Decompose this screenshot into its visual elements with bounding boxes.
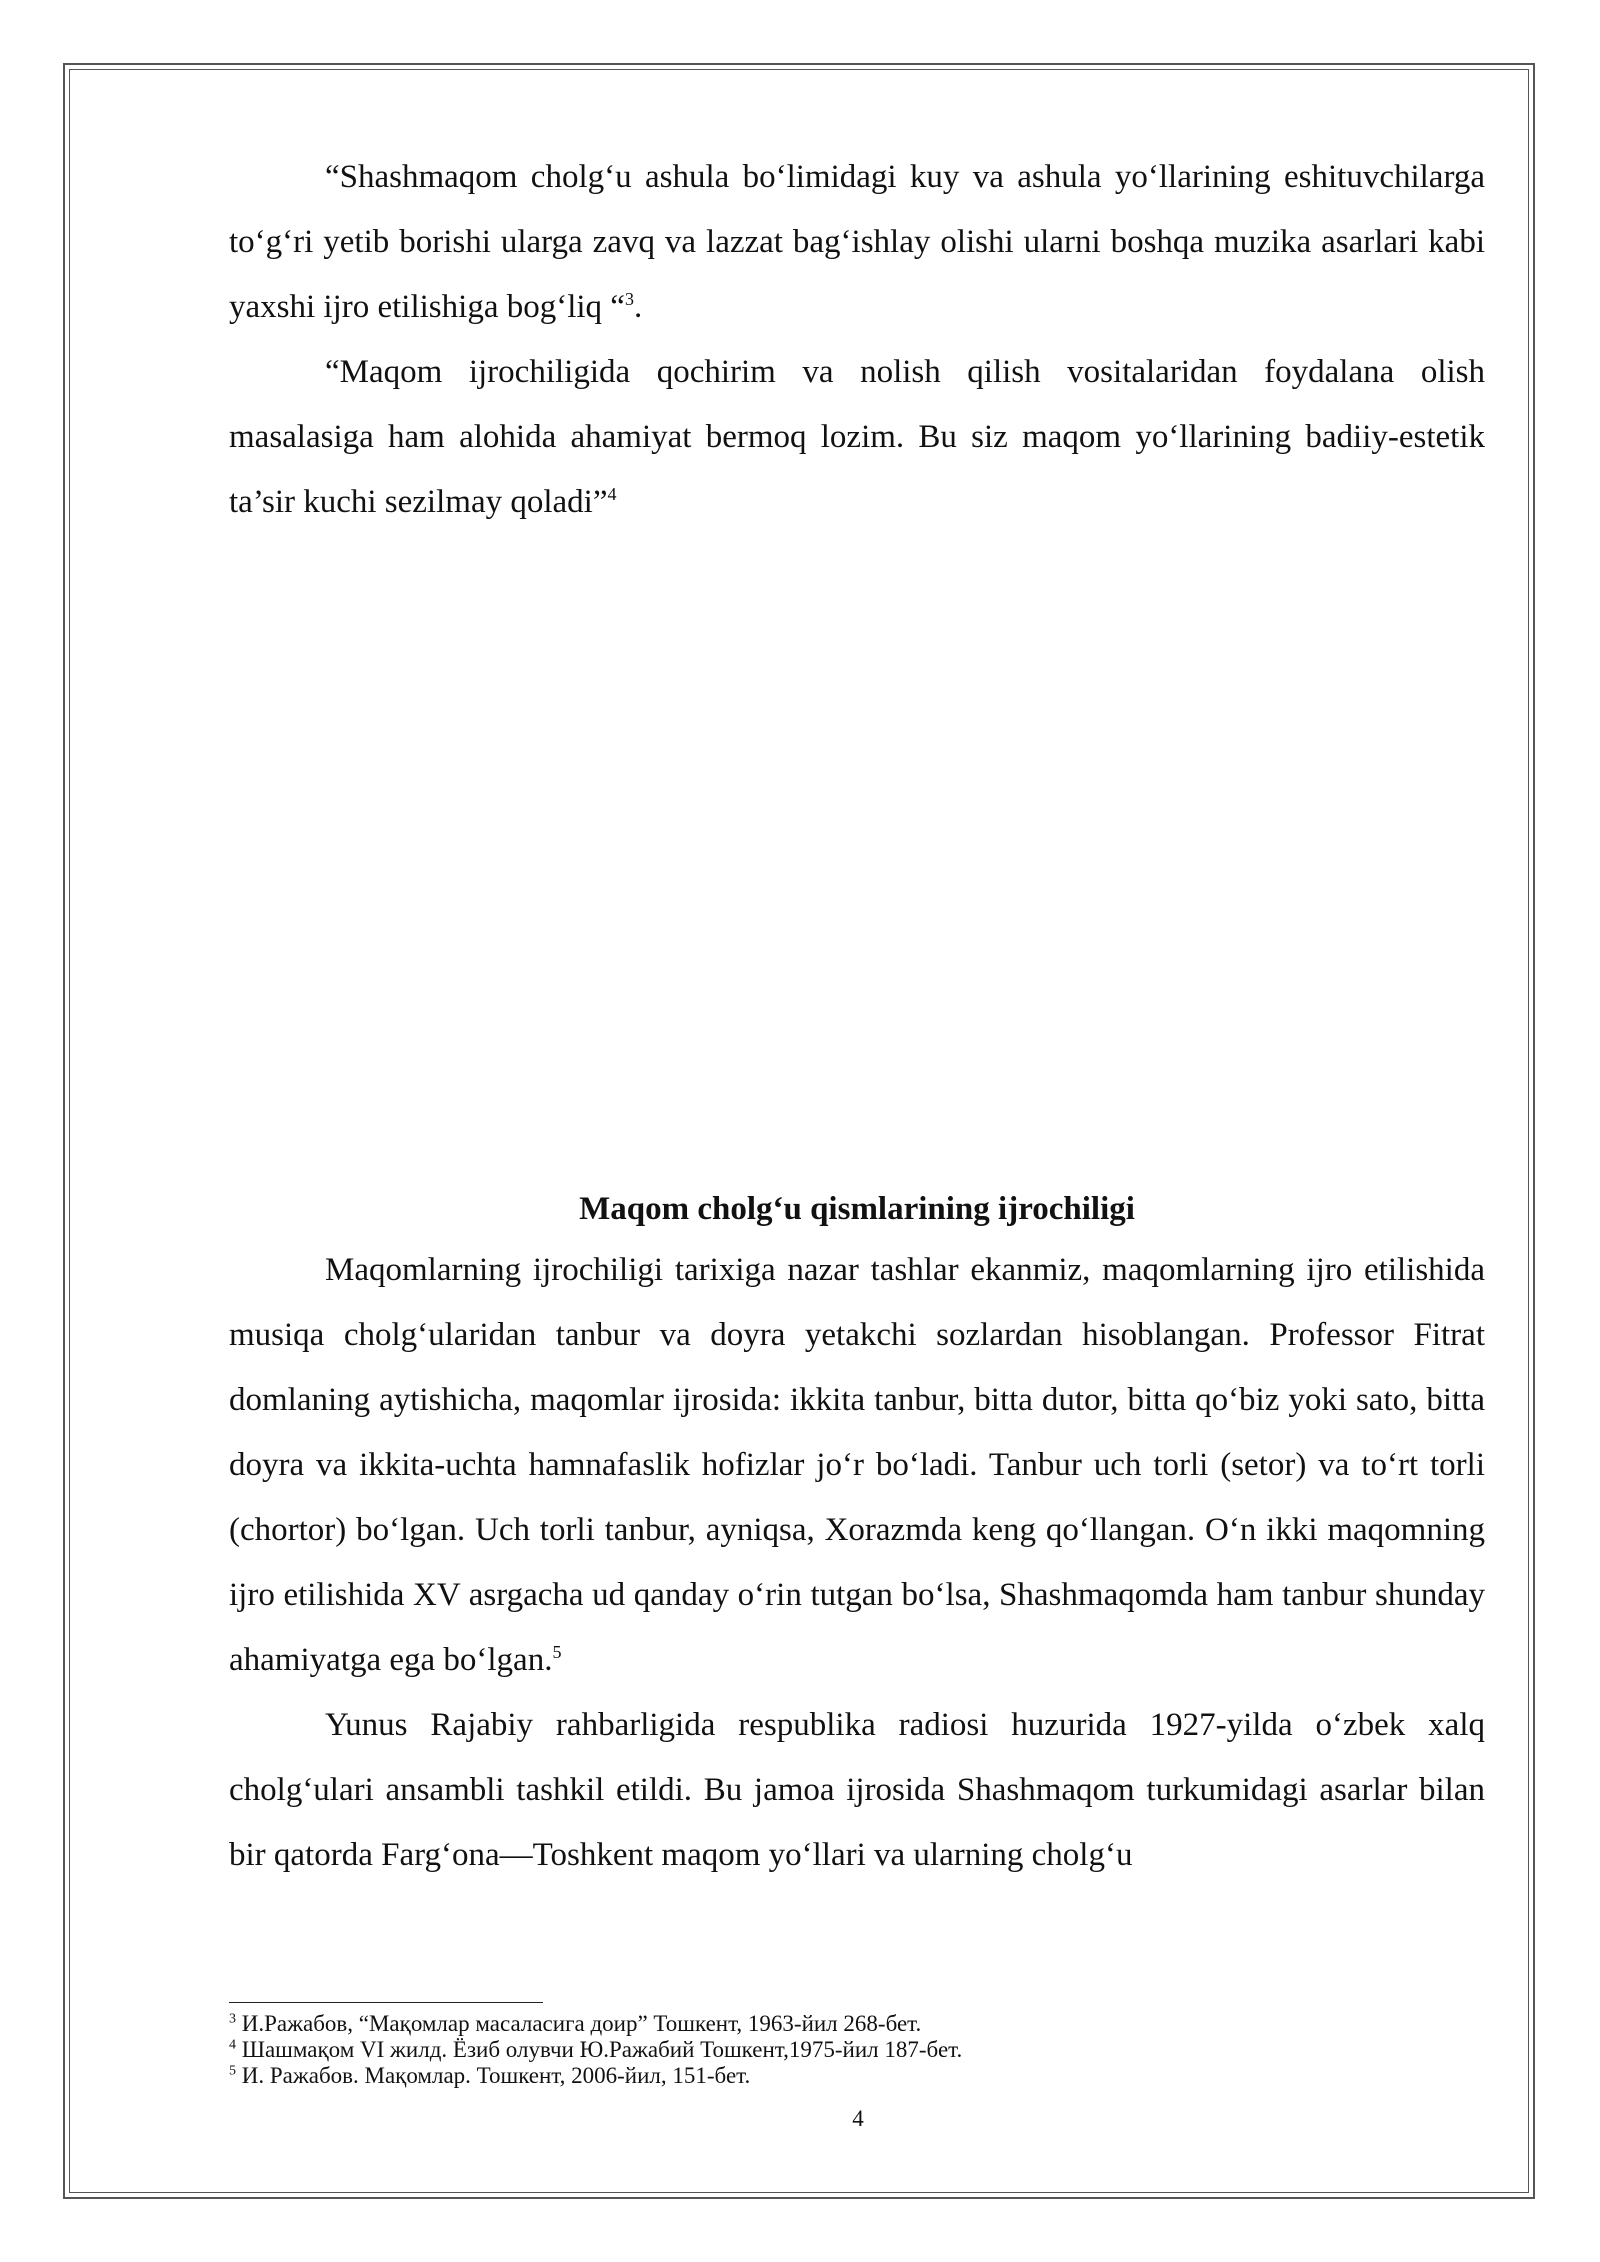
footnote-item bbox=[229, 2037, 1485, 2063]
quote-paragraph-2 bbox=[229, 340, 1485, 535]
blank-space bbox=[229, 535, 1485, 1180]
page-body bbox=[229, 145, 1485, 1888]
footnote-item bbox=[229, 2063, 1485, 2089]
footnote-text: Шашмақом VI жилд. Ёзиб олувчи Ю.Ражабий Тошкент,1975-йил 187-бет. bbox=[241, 2037, 963, 2062]
footnotes bbox=[229, 2011, 1485, 2089]
footnote-item bbox=[229, 2011, 1485, 2037]
quote-paragraph-1 bbox=[229, 145, 1485, 340]
page-number: 4 bbox=[852, 2106, 864, 2131]
footnote-mark: 4 bbox=[229, 2037, 236, 2053]
quote-tail: . bbox=[633, 289, 643, 325]
paragraph-text: Maqomlarning ijrochiligi tarixiga nazar tashlar ekanmiz, maqomlarning ijro etilishida musiqa cholg‘ularidan tanbur va doyra yetakchi sozlardan hisoblangan. Professor Fitrat domlaning aytishicha, maqomlar ijrosida: ikkita tanbur, bitta dutor, bitta qo‘biz yoki sato, bitta doyra va ikkita-uchta hamnafaslik hofizlar jo‘r bo‘ladi. Tanbur uch torli (setor) va to‘rt torli (chortor) bo‘lgan. Uch torli tanbur, ayniqsa, Xorazmda keng qo‘llangan. O‘n ikki maqomning ijro etilishida XV asrgacha ud qanday o‘rin tutgan bo‘lsa, Shashmaqomda ham tanbur shunday ahamiyatga ega bo‘lgan. bbox=[229, 1252, 1485, 1678]
footnote-reference: 3 bbox=[624, 289, 634, 309]
footnote-separator bbox=[229, 2002, 543, 2003]
footnote-reference: 4 bbox=[607, 484, 617, 504]
section-heading: Maqom cholg‘u qismlarining ijrochiligi bbox=[579, 1191, 1135, 1227]
paragraph-text: Yunus Rajabiy rahbarligida respublika radiosi huzurida 1927-yilda o‘zbek xalq cholg‘ulari ansambli tashkil etildi. Bu jamoa ijrosida Shashmaqom turkumidagi asarlar bilan bir qatorda Farg‘ona—Toshkent maqom yo‘llari va ularning cholg‘u bbox=[229, 1707, 1485, 1873]
footnote-text: И. Ражабов. Мақомлар. Тошкент, 2006-йил, 151-бет. bbox=[241, 2063, 751, 2088]
quote-text: “Maqom ijrochiligida qochirim va nolish qilish vositalaridan foydalana olish masalasiga ham alohida ahamiyat bermoq lozim. Bu siz maqom yo‘llarining badiiy-estetik ta’sir kuchi sezilmay qoladi” bbox=[229, 354, 1485, 520]
footnote-mark: 3 bbox=[229, 2011, 236, 2027]
footnote-text: И.Ражабов, “Мақомлар масаласига доир” Тошкент, 1963-йил 268-бет. bbox=[241, 2011, 922, 2036]
footnote-reference: 5 bbox=[552, 1642, 562, 1662]
body-paragraph-1 bbox=[229, 1238, 1485, 1693]
footnote-mark: 5 bbox=[229, 2063, 236, 2079]
quote-text: “Shashmaqom cholg‘u ashula bo‘limidagi kuy va ashula yo‘llarining eshituvchilarga to‘g‘ri yetib borishi ularga zavq va lazzat bag‘ishlay olishi ularni boshqa muzika asarlari kabi yaxshi ijro etilishiga bog‘liq “ bbox=[229, 159, 1485, 325]
body-paragraph-2 bbox=[229, 1693, 1485, 1888]
